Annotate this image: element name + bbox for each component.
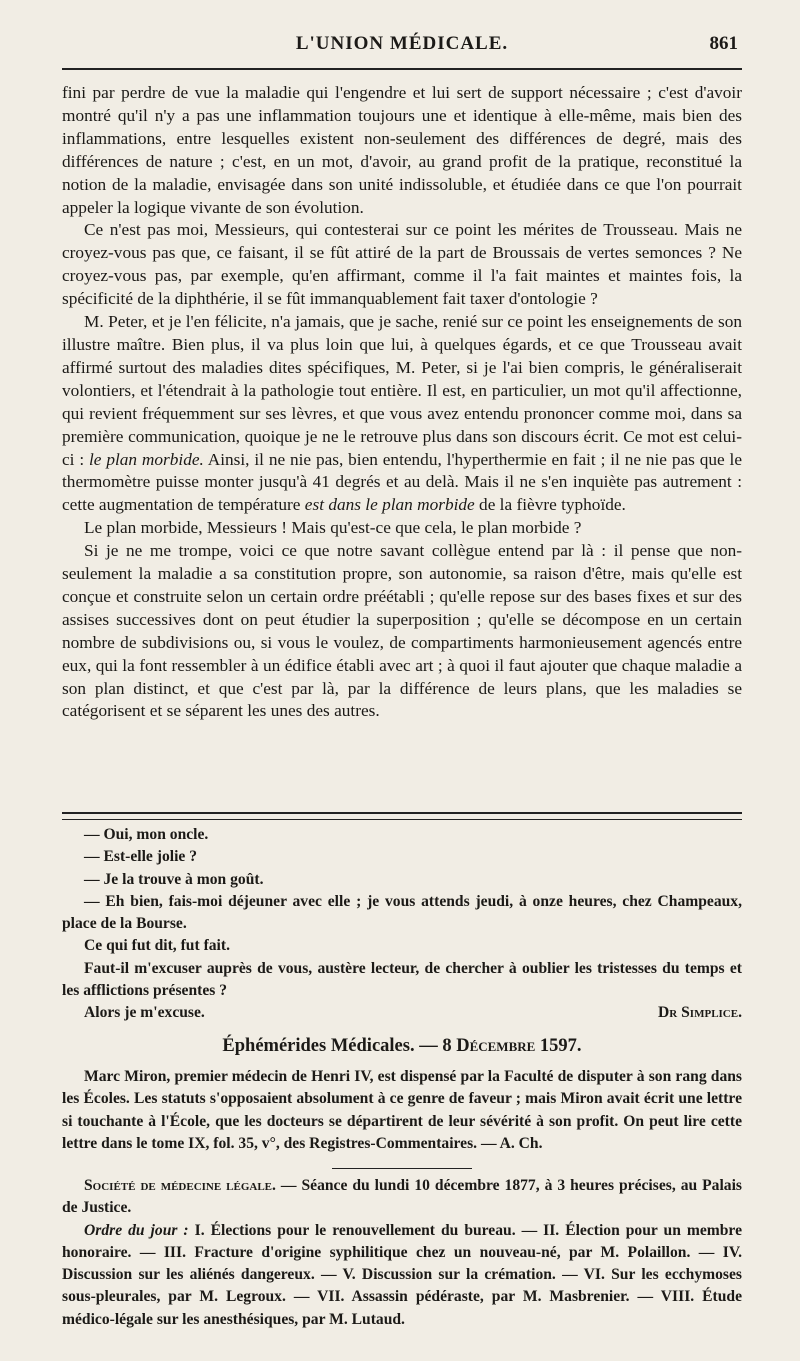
text-run: de la fièvre typhoïde. xyxy=(479,495,626,515)
ephemerides-entry xyxy=(62,1066,742,1155)
section-divider xyxy=(62,812,742,820)
short-divider xyxy=(332,1168,472,1169)
ephemerides-date: — 8 Décembre 1597. xyxy=(419,1036,582,1056)
italic-phrase: est dans le plan morbide xyxy=(304,495,475,515)
paragraph: Le plan morbide, Messieurs ! Mais qu'est-ce que cela, le plan morbide ? xyxy=(84,518,582,538)
text-run: Ainsi, il ne nie pas, bien entendu, l'hyperthermie en fait ; il ne nie pas que le thermomètre puisse monter jusqu'à 41 degrés et au delà. Mais il ne s'en inquiète pas autrement : cette augmentation de température xyxy=(62,449,742,515)
dialog-line: — Oui, mon oncle. xyxy=(84,826,209,843)
agenda-text: I. Élections pour le renouvellement du bureau. — II. Élection pour un membre honoraire. — III. Fracture d'origine syphilitique chez un nouveau-né, par M. Polaillon. — IV. Discussion sur les aliénés dangereux. — V. Discussion sur la crémation. — VI. Sur les ecchymoses sous-pleurales, par M. Legroux. — VII. Assassin pédéraste, par M. Masbrenier. — VIII. Étude médico-légale sur les anesthésiques, par M. Lutaud. xyxy=(62,1221,742,1328)
paragraph xyxy=(62,1175,742,1220)
paragraph xyxy=(62,1220,742,1331)
author-signature: Dr Simplice. xyxy=(658,1004,742,1022)
agenda-label: Ordre du jour : xyxy=(84,1221,189,1239)
italic-phrase: le plan morbide. xyxy=(89,449,204,469)
paragraph: Ce n'est pas moi, Messieurs, qui contesterai sur ce point les mérites de Trousseau. Mais ne croyez-vous pas que, ce faisant, il se fût attiré de la part de Broussais de vertes semonces ? Ne croyez-vous pas, par exemple, qu'en affirmant, comme il l'a fait maintes et maintes fois, la spécificité de la diphthérie, il se fût immanquablement fait taxer d'ontologie ? xyxy=(62,220,742,309)
running-title: L'UNION MÉDICALE. xyxy=(295,33,509,54)
dialog-line: — Eh bien, fais-moi déjeuner avec elle ; je vous attends jeudi, à onze heures, chez Champeaux, place de la Bourse. xyxy=(62,892,742,933)
dialog-line: Alors je m'excuse. xyxy=(84,1004,205,1022)
ephemerides-title: Éphémérides Médicales. xyxy=(222,1036,415,1056)
paragraph: Marc Miron, premier médecin de Henri IV, est dispensé par la Faculté de disputer à son rang dans les Écoles. Les statuts s'opposaient absolument à ce genre de faveur ; mais Miron avait écrit une lettre si touchante à l'École, que les docteurs se départirent de leur sévérité à son profit. On peut lire cette lettre dans le tome IX, fol. 35, v°, des Registres-Commentaires. — A. Ch. xyxy=(62,1068,742,1152)
article-body xyxy=(62,82,742,723)
dialog-line: Faut-il m'excuser auprès de vous, austère lecteur, de chercher à oublier les tristesses du temps et les afflictions présentes ? xyxy=(62,959,742,1000)
text-run: M. Peter, et je l'en félicite, n'a jamais, que je sache, renié sur ce point les enseignements de son illustre maître. Bien plus, il va plus loin que lui, à quelques égards, et ce que Trousseau avait affirmé surtout des maladies dites spécifiques, M. Peter, si je l'ai bien compris, le généraliserait volontiers, et l'étendrait à la pathologie tout entière. Il est, en particulier, un mot qu'il affectionne, qui revient fréquemment sur ses lèvres, et que vous avez entendu prononcer comme moi, dans sa première communication, quoique je ne le retrouve plus dans son discours écrit. Ce mot est celui-ci : xyxy=(62,312,742,469)
page-number: 861 xyxy=(709,33,738,54)
paragraph: Si je ne me trompe, voici ce que notre savant collègue entend par là : il pense que non-seulement la maladie a sa constitution propre, son autonomie, sa raison d'être, mais qu'elle est conçue et construite selon un certain ordre préétabli ; qu'elle repose sur des bases fixes et sur des assises successives dont on peut étudier la superposition ; qu'elle se décompose en un certain nombre de subdivisions ou, si vous le voulez, de compartiments harmonieusement agencés entre eux, qui la font ressembler à un édifice établi avec art ; à quoi il faut ajouter que chaque maladie a son plan distinct, et que c'est par là, par la différence de leurs plans, que les maladies se catégorisent et se séparent les unes des autres. xyxy=(62,541,742,721)
page-header xyxy=(62,0,742,60)
paragraph: fini par perdre de vue la maladie qui l'engendre et lui sert de support nécessaire ; c'est d'avoir montré qu'il n'y a pas une inflammation toujours une et identique à elle-même, mais bien des inflammations, entre lesquelles existent non-seulement des différences de degré, mais des différences de nature ; c'est, en un mot, d'avoir, au grand profit de la pratique, reconstitué la notion de la maladie, envisagée dans son unité indissoluble, et étudiée dans ce que l'on pourrait appeler la logique vivante de son évolution. xyxy=(62,83,742,217)
society-notice xyxy=(62,1175,742,1331)
society-name: Société de médecine légale. xyxy=(84,1177,276,1194)
signature-line xyxy=(62,1002,742,1024)
paragraph xyxy=(62,311,742,517)
feuilleton-dialog xyxy=(62,824,742,1025)
dialog-line: — Je la trouve à mon goût. xyxy=(84,870,264,888)
dialog-line: — Est-elle jolie ? xyxy=(84,848,198,866)
dialog-line: Ce qui fut dit, fut fait. xyxy=(84,937,230,955)
header-rule xyxy=(62,68,742,70)
ephemerides-heading xyxy=(62,1036,742,1057)
journal-page xyxy=(62,0,742,1328)
text-run: — Séance du lundi 10 décembre 1877, à 3 heures précises, au Palais de Justice. xyxy=(62,1177,742,1217)
